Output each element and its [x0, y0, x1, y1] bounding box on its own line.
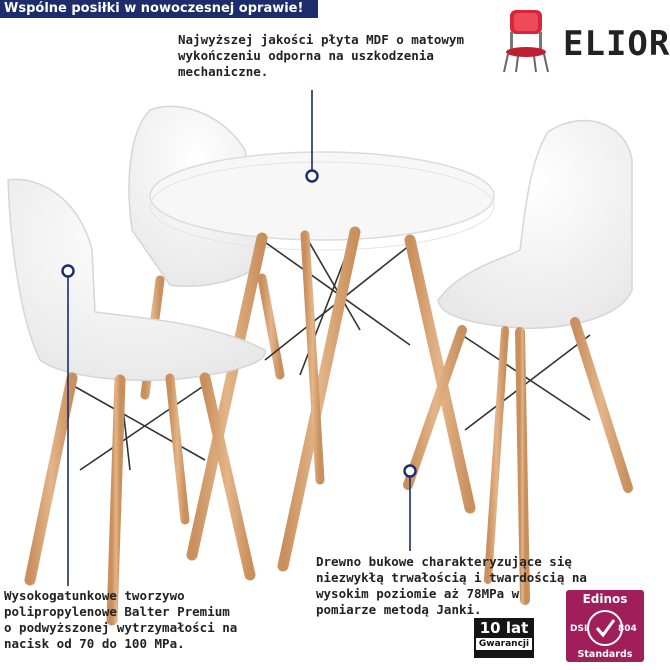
guarantee-label: Gwarancji: [476, 638, 532, 650]
annotation-line: mechaniczne.: [178, 64, 269, 79]
annotation-line: Najwyższej jakości płyta MDF o matowym: [178, 32, 464, 47]
annotation-line: nacisk od 70 do 100 MPa.: [4, 636, 185, 651]
annotation-plastic: [4, 588, 237, 652]
edinos-right-label: 804: [618, 624, 637, 634]
promo-banner: Wspólne posiłki w nowoczesnej oprawie!: [0, 0, 318, 18]
guarantee-years: 10 lat: [479, 619, 529, 637]
annotation-line: wysokim poziomie aż 78MPa w: [316, 586, 520, 601]
annotation-line: Wysokogatunkowe tworzywo: [4, 588, 185, 603]
annotation-line: niezwykłą trwałością i twardością na: [316, 570, 587, 585]
annotation-line: polipropylenowe Balter Premium: [4, 604, 230, 619]
guarantee-badge: [474, 618, 534, 658]
annotation-mdf: [178, 32, 464, 80]
edinos-name: Edinos: [582, 592, 628, 606]
annotation-wood: [316, 554, 587, 618]
edinos-left-label: DSI: [570, 624, 588, 634]
edinos-standards-label: Standards: [577, 649, 633, 660]
edinos-standards-badge: [566, 590, 644, 662]
annotation-line: Drewno bukowe charakteryzujące się: [316, 554, 572, 569]
annotation-line: o podwyższonej wytrzymałości na: [4, 620, 238, 635]
brand-name: ELIOR: [563, 24, 670, 64]
annotation-line: wykończeniu odporna na uszkodzenia: [178, 48, 434, 63]
annotation-line: pomiarze metodą Janki.: [316, 602, 482, 617]
